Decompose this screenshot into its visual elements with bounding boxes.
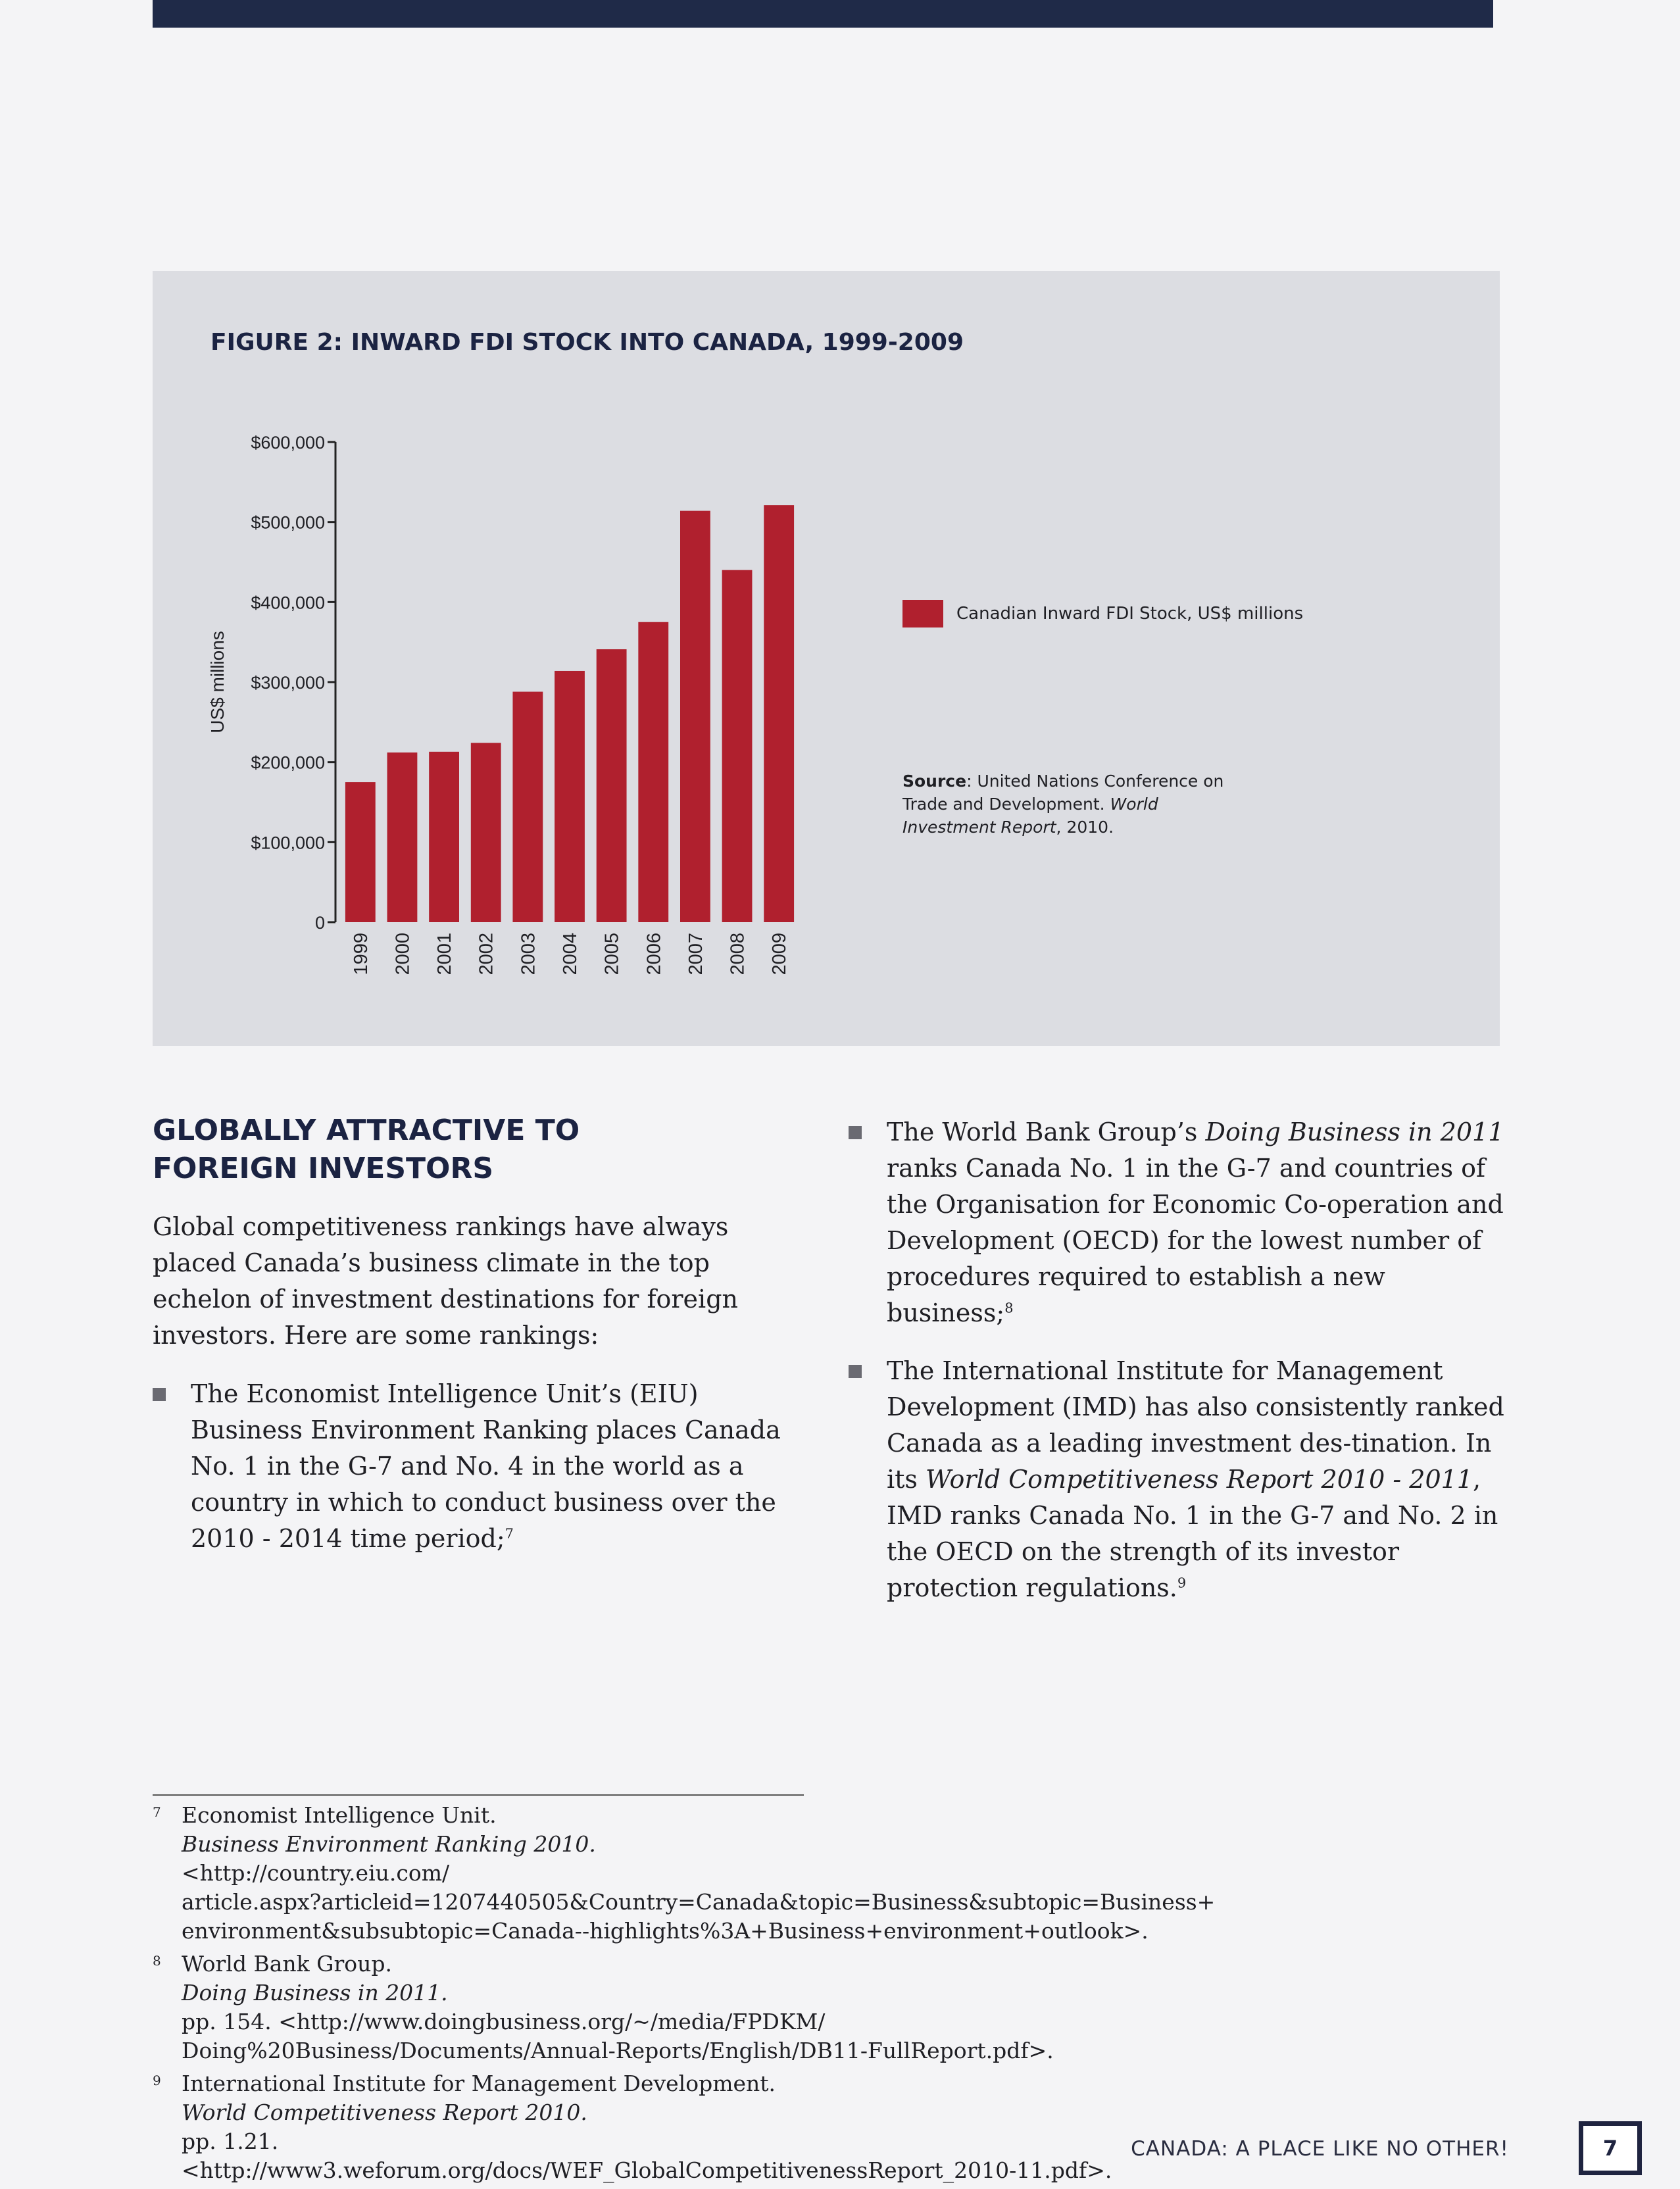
bar-2001 (429, 752, 459, 922)
bar-2003 (512, 692, 543, 922)
footnote-title: Doing Business in 2011. (182, 1980, 448, 2005)
y-tick-label: $300,000 (251, 673, 325, 693)
x-tick-label: 2009 (769, 933, 791, 975)
bar-2007 (680, 511, 710, 922)
x-tick-label: 1999 (350, 933, 372, 975)
bullet-imd-pre: The International Institute for Management Development (IMD) has also consistently ranked Canada as a leading investment des-tination. In its (887, 1356, 1504, 1494)
bullet-square-icon (849, 1365, 862, 1378)
bar-2005 (597, 649, 627, 922)
figure-source (902, 770, 1245, 839)
footnote-text (182, 2069, 1112, 2185)
bullet-square-icon (153, 1388, 166, 1401)
y-tick-label: 0 (314, 913, 325, 933)
y-tick-label: $200,000 (251, 752, 325, 773)
bullet-wb-pre: The World Bank Group’s (887, 1118, 1206, 1146)
source-report: World Investment Report (902, 795, 1158, 837)
source-text: : United Nations Conference on Trade and Development. (902, 772, 1224, 814)
footnote-line (182, 2069, 1112, 2156)
bar-2008 (722, 570, 753, 922)
footnote-link[interactable]: pp. 154. <http://www.doingbusiness.org/~/media/FPDKM/ (182, 2009, 826, 2034)
footnote-ref-8: 8 (1004, 1300, 1014, 1316)
footnote-link[interactable]: article.aspx?articleid=1207440505&Country=Canada&topic=Business&subtopic=Business+ (182, 1889, 1216, 1915)
bullet-wb-post: ranks Canada No. 1 in the G-7 and countries of the Organisation for Economic Co-operation and Development (OECD) for the lowest number of procedures required to establish a new business; (887, 1154, 1504, 1327)
footnote-title: World Competitiveness Report 2010. (182, 2100, 587, 2125)
x-tick-label: 2003 (518, 933, 539, 975)
footnote-link[interactable]: Doing%20Business/Documents/Annual-Reports/English/DB11-FullReport.pdf>. (182, 2038, 1054, 2063)
x-tick-label: 2002 (476, 933, 497, 975)
footnotes (153, 1801, 1442, 2189)
source-label: Source (902, 772, 967, 791)
footnote-link[interactable]: environment&subsubtopic=Canada--highlights%3A+Business+environment+outlook>. (182, 1918, 1149, 1944)
footnote-line (182, 1801, 1215, 1888)
bar-chart (197, 408, 829, 1000)
footnote-divider (153, 1794, 804, 1796)
footnote-link[interactable]: <http://country.eiu.com/ (182, 1860, 450, 1886)
bullet-imd-title: World Competitiveness Report 2010 - 2011 (926, 1465, 1473, 1494)
bar-2009 (764, 505, 794, 922)
bullet-eiu-text (191, 1376, 817, 1557)
y-tick-label: $100,000 (251, 833, 325, 853)
figure-title: FIGURE 2: INWARD FDI STOCK INTO CANADA, 1999-2009 (210, 329, 964, 356)
y-tick-label: $600,000 (251, 433, 325, 453)
y-axis-label: US$ millions (207, 631, 228, 733)
bar-2006 (638, 622, 668, 922)
y-tick-label: $400,000 (251, 593, 325, 613)
bullet-world-bank-text (887, 1114, 1506, 1331)
bar-2004 (555, 671, 585, 922)
footnote-source: International Institute for Management Development. (182, 2071, 776, 2096)
legend-label: Canadian Inward FDI Stock, US$ millions (956, 604, 1304, 624)
footnote-source: World Bank Group. (182, 1951, 393, 1977)
bullet-imd-text (887, 1353, 1506, 1606)
x-tick-label: 2000 (392, 933, 414, 975)
x-tick-label: 2005 (601, 933, 623, 975)
x-tick-label: 2007 (685, 933, 706, 975)
page-number: 7 (1579, 2121, 1642, 2175)
legend-swatch (902, 600, 943, 627)
y-tick-label: $500,000 (251, 512, 325, 533)
bullet-imd (849, 1353, 1506, 1606)
x-tick-label: 2008 (727, 933, 749, 975)
footnote-title: Business Environment Ranking 2010. (182, 1831, 596, 1857)
footnote-line (182, 1950, 1054, 2036)
footnote-number: 7 (153, 1804, 161, 1820)
footnote-ref-7: 7 (505, 1525, 514, 1542)
footnote-9 (153, 2069, 1442, 2185)
footnote-number: 9 (153, 2073, 161, 2088)
x-tick-label: 2006 (643, 933, 665, 975)
bullet-imd-post: , IMD ranks Canada No. 1 in the G-7 and No. 2 in the OECD on the strength of its investor protection regulations. (887, 1465, 1498, 1602)
intro-paragraph: Global competitiveness rankings have always placed Canada’s business climate in the top echelon of investment destinations for foreign investors. Here are some rankings: (153, 1212, 738, 1350)
footnote-text (182, 1801, 1215, 1946)
footnote-7 (153, 1801, 1442, 1946)
x-tick-label: 2001 (434, 933, 456, 975)
bullet-eiu (153, 1376, 817, 1557)
footnote-8 (153, 1950, 1442, 2065)
bar-2000 (387, 752, 418, 922)
bullet-eiu-body: The Economist Intelligence Unit’s (EIU) Business Environment Ranking places Canada No. 1 in the G-7 and No. 4 in the world as a country in which to conduct business over the 2010 - 2014 time period; (191, 1379, 781, 1553)
section-heading-line1: GLOBALLY ATTRACTIVE TO (153, 1114, 580, 1147)
section-heading-line2: FOREIGN INVESTORS (153, 1152, 494, 1185)
footnote-pages: pp. 1.21. (182, 2128, 279, 2154)
bullet-world-bank (849, 1114, 1506, 1331)
footer-tagline: CANADA: A PLACE LIKE NO OTHER! (1131, 2137, 1509, 2161)
footnote-number: 8 (153, 1953, 161, 1969)
footnote-ref-9: 9 (1177, 1575, 1187, 1591)
footnote-text (182, 1950, 1054, 2065)
x-tick-label: 2004 (560, 933, 581, 975)
source-year: , 2010. (1056, 818, 1114, 837)
bar-1999 (345, 782, 376, 922)
footnote-link[interactable]: <http://www3.weforum.org/docs/WEF_GlobalCompetitivenessReport_2010-11.pdf>. (182, 2157, 1112, 2183)
bullet-wb-title: Doing Business in 2011 (1205, 1118, 1504, 1146)
top-banner (153, 0, 1493, 28)
section-heading (153, 1112, 810, 1188)
chart-legend (902, 600, 1303, 627)
bar-2002 (471, 743, 501, 922)
bullet-square-icon (849, 1126, 862, 1139)
footnote-source: Economist Intelligence Unit. (182, 1802, 497, 1828)
